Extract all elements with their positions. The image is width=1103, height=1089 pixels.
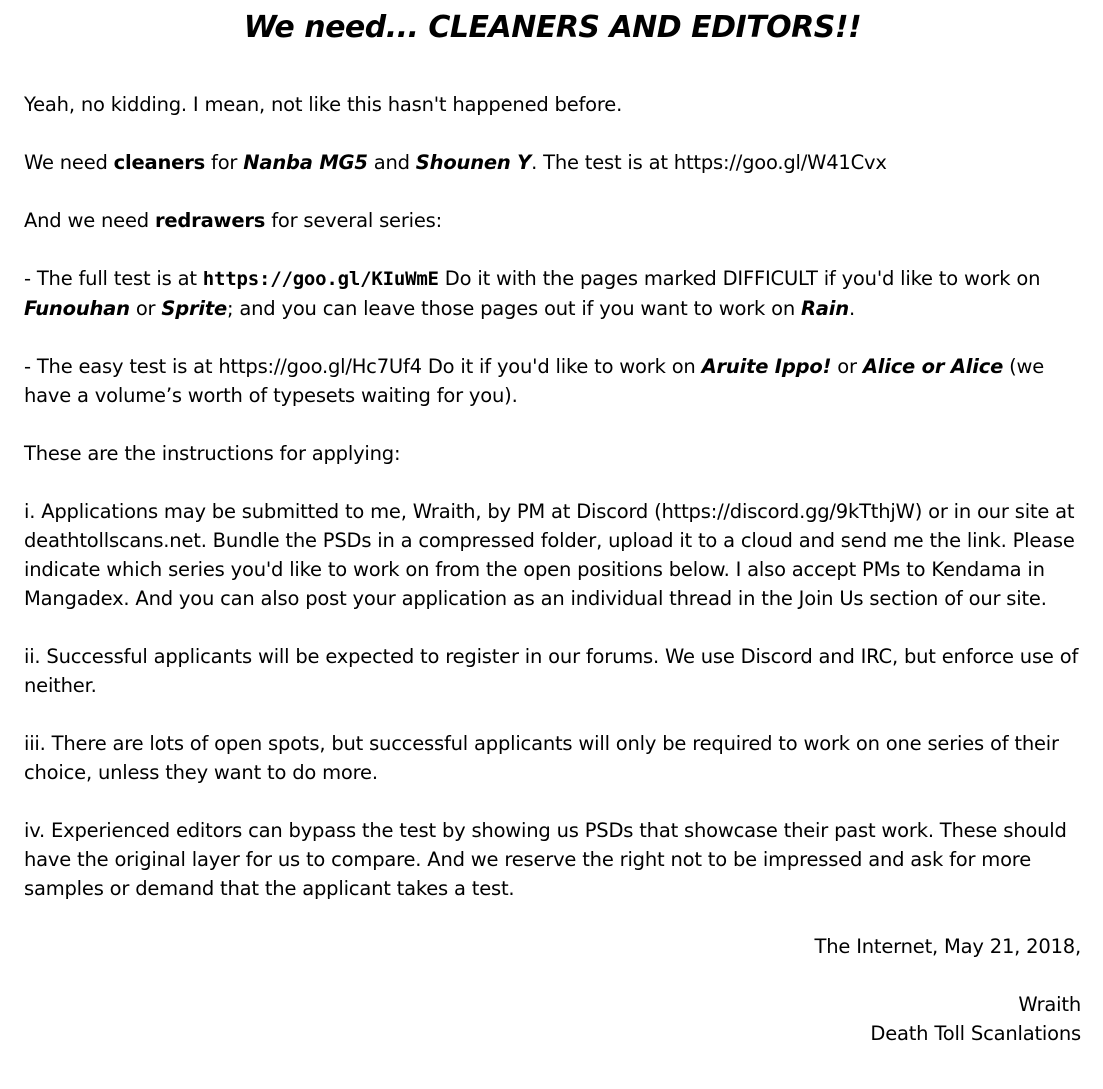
cleaners-paragraph: We need cleaners for Nanba MG5 and Shounen Y. The test is at https://goo.gl/W41Cvx <box>24 151 887 174</box>
instruction-iii: iii. There are lots of open spots, but successful applicants will only be required to work on one series of their choice, unless they want to do more. <box>24 732 1059 784</box>
cleaners-role: cleaners <box>113 151 206 174</box>
signoff-place-date: The Internet, May 21, 2018, <box>814 935 1081 958</box>
signoff-name: Wraith <box>1018 993 1081 1016</box>
series-rain: Rain <box>800 297 849 320</box>
series-funouhan: Funouhan <box>24 297 130 320</box>
easy-test-paragraph: - The easy test is at https://goo.gl/Hc7Uf4 Do it if you'd like to work on Aruite Ippo! or Alice or Alice (we have a volume’s worth of typesets waiting for you). <box>24 355 1045 407</box>
series-aruite-ippo: Aruite Ippo! <box>701 355 832 378</box>
redrawers-paragraph: And we need redrawers for several series: <box>24 209 443 232</box>
instruction-iv: iv. Experienced editors can bypass the test by showing us PSDs that showcase their past work. These should have the original layer for us to compare. And we reserve the right not to be impressed and ask for more samples or demand that the applicant takes a test. <box>24 819 1067 900</box>
intro-paragraph: Yeah, no kidding. I mean, not like this hasn't happened before. <box>24 93 623 116</box>
instruction-ii: ii. Successful applicants will be expected to register in our forums. We use Discord and IRC, but enforce use of neither. <box>24 645 1079 697</box>
signoff-group: Death Toll Scanlations <box>870 1022 1081 1045</box>
full-test-link: https://goo.gl/KIuWmE <box>202 268 439 290</box>
instructions-heading: These are the instructions for applying: <box>24 442 401 465</box>
series-alice-or-alice: Alice or Alice <box>862 355 1004 378</box>
redrawers-role: redrawers <box>154 209 266 232</box>
page-title: We need... CLEANERS AND EDITORS!! <box>243 10 862 45</box>
series-sprite: Sprite <box>161 297 228 320</box>
series-shounen-y: Shounen Y <box>415 151 532 174</box>
full-test-paragraph: - The full test is at https://goo.gl/KIuWmE Do it with the pages marked DIFFICULT if you'd like to work on Funouhan or Sprite; and you can leave those pages out if you want to work on Rain. <box>24 267 1041 320</box>
instruction-i: i. Applications may be submitted to me, Wraith, by PM at Discord (https://discord.gg/9kTthjW) or in our site at deathtollscans.net. Bundle the PSDs in a compressed folder, upload it to a cloud and send me the link. Please indicate which series you'd like to work on from the open positions below. I also accept PMs to Kendama in Mangadex. And you can also post your application as an individual thread in the Join Us section of our site. <box>24 500 1075 610</box>
series-nanba-mg5: Nanba MG5 <box>243 151 368 174</box>
